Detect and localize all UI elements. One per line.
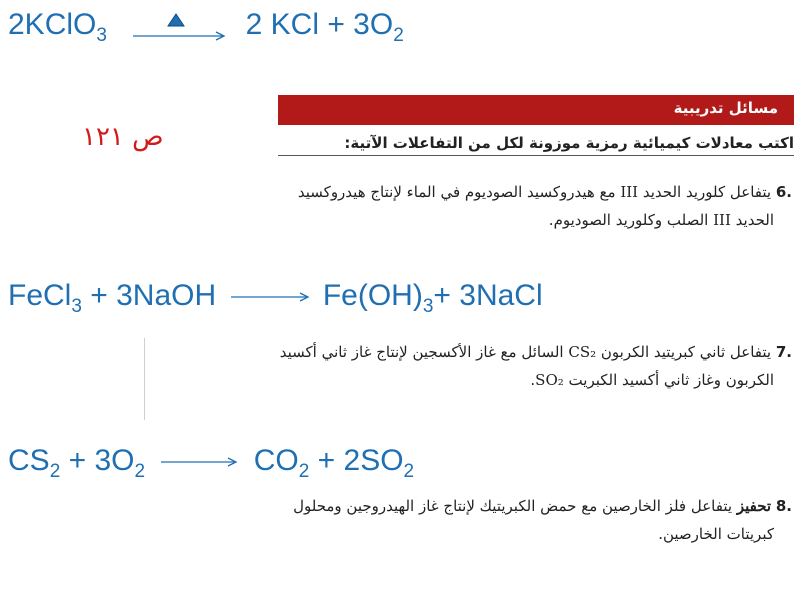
reactant-kclo3: 2KClO$_3$ [8,7,107,46]
equation-iron-chloride [8,278,543,317]
exercise-instruction: اكتب معادلات كيميائية رمزية موزونة لكل من التفاعلات الآتية: [278,134,794,156]
heat-arrow-icon [121,6,231,46]
problem-number: .8 [775,497,792,515]
products-co2-so2: $CO_2 + 2SO_2$ [253,444,415,482]
heat-triangle-icon [168,14,184,26]
problem-number: .6 [775,183,792,201]
problem-6-line-1: .6 يتفاعل كلوريد الحديد III مع هيدروكسيد الصوديوم في الماء لإنتاج هيدروكسيد [297,183,792,201]
problem-8 [150,492,792,548]
margin-rule [144,338,145,420]
problem-8-line-1: .8 تحفيز يتفاعل فلز الخارصين مع حمض الكبريتيك لإنتاج غاز الهيدروجين ومحلول [293,497,792,515]
page-reference: ص ١٢١ [82,122,164,152]
reactants-cs2-o2: $CS_2 + 3O_2$ [8,444,146,482]
equation-decomposition [8,6,404,46]
problem-number: .7 [775,343,792,361]
equation-carbon-disulfide [8,443,415,482]
products-feoh3-nacl: $Fe(OH)_3+$ 3NaCl [322,279,543,317]
problem-6 [150,178,792,234]
problem-7 [150,338,792,394]
problem-7-line-1: .7 يتفاعل ثاني كبريتيد الكربون CS₂ السائل مع غاز الأكسجين لإنتاج غاز ثاني أكسيد [279,343,792,361]
products-kcl-o2: 2 KCl + $3O_2$ [245,7,404,46]
problem-7-line-2: الكربون وغاز ثاني أكسيد الكبريت SO₂. [530,371,774,389]
reaction-arrow-icon [159,452,239,472]
exercise-banner [278,95,794,125]
reactants-fecl3-naoh: FeCl$_3$ + 3NaOH [8,279,217,317]
problem-8-line-2: كبريتات الخارصين. [658,525,774,543]
problem-6-line-2: الحديد III الصلب وكلوريد الصوديوم. [548,211,774,229]
exercise-title: مسائل تدريبية [673,99,778,117]
reaction-arrow-icon [229,287,311,307]
challenge-tag: تحفيز [736,497,772,515]
